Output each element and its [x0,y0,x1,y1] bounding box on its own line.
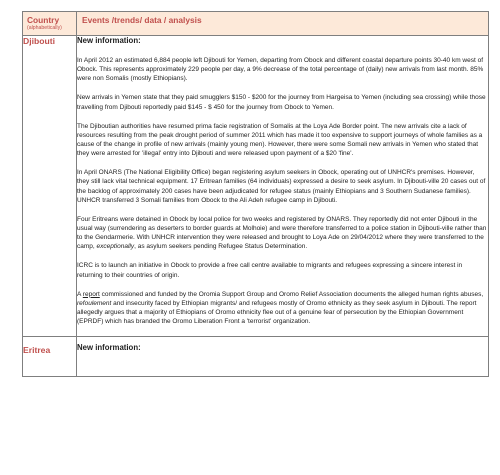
paragraph-report-text-b: commissioned and funded by the Oromia Support Group and Oromo Relief Association documents the alleged human rights abuses, [99,290,484,298]
country-header-subtitle: (alphabetically) [27,25,62,31]
country-header-title: Country [27,15,60,25]
country-header-cell [23,12,77,36]
events-header-title: Events /trends/ data / analysis [82,15,202,25]
table-row [23,36,489,337]
paragraph-onars: In April ONARS (The National Eligibility Office) began registering asylum seekers in Obock, operating out of UNHCR's premises. However, they still lack vital technical equipment. 17 Eritrean families (64 individuals) expressed a desire to seek asylum. In Djibouti-ville 20 cases out of the backlog of approximately 200 cases have been adjudicated for refugee status (mainly Ethiopians and 3 Southern Sudanese families). UNHCR transferred 3 Somali families from Obock to the Ali Adeh refugee camp in Djibouti. [77,169,486,204]
paragraph-registration: The Djiboutian authorities have resumed prima facie registration of Somalis at the Loya Ade Border point. The new arrivals cite a lack of resources resulting from the peak drought period of summer 2011 which has made it too expensive to support journeys of whole families as a cause of the change in profile of new arrivals (mainly young men). However, there were some Somali new arrivals in Yemen who stated that they were arrested for 'illegal' entry into Djibouti and were released upon payment of a $20 'fine'. [77,122,483,158]
paragraph-report-text-c: and insecurity faced by Ethiopian migrants/ and refugees mostly of Oromo ethnicity as they seek asylum in Djibouti. The report allegedly argues that a majority of Ethiopians of Oromo ethnicity flee out of a genuine fear of persecution by the Ethiopian Government (EPRDF) which has branded the Oromo Liberation Front a 'terrorist' organization. [77,299,477,326]
paragraph-report [77,290,488,327]
emphasis-refoulement: refoulement [77,299,112,307]
paragraph-report-text-a: A [77,290,83,298]
paragraph-smugglers: New arrivals in Yemen state that they paid smugglers $150 - $200 for the journey from Hargeisa to Yemen (including sea crossing) while those travelling from Djibouti reportedly paid $145 - $ 450 for the journey from Obock to Yemen. [77,94,486,111]
emphasis-exceptionally: exceptionally [96,243,135,251]
events-cell [77,36,489,337]
table-header-row [23,12,489,36]
events-header-cell [77,12,489,36]
report-link[interactable]: report [82,290,100,298]
paragraph-departures: In April 2012 an estimated 6,884 people left Djibouti for Yemen, departing from Obock and different coastal departure points 30-40 km west of Obock. This represents approximately 229 people per day, a 9% decrease of the total percentage of (daily) new arrivals from last month. 85% were non Somalis (mostly Ethiopians). [77,57,484,83]
country-cell: Eritrea [23,337,77,377]
paragraph-eritreans-detained [77,215,488,252]
new-information-heading: New information: [77,36,141,45]
events-cell [77,337,489,377]
paragraph-eritreans-text-b: , as asylum seekers pending Refugee Status Determination. [134,243,308,251]
country-cell: Djibouti [23,36,77,337]
paragraph-eritreans-text-a: Four Eritreans were detained in Obock by local police for two weeks and registered by ONARS. They reportedly did not enter Djibouti in the usual way (surrendering as deserters to border guards at Molhoie) and were therefore transferred to a police station in Djibouti-ville rather than to the Gendarmerie. With UNHCR intervention they were released and brought to Loya Ade on 29/04/2012 where they were transferred to the camp, [77,215,487,251]
new-information-heading: New information: [77,343,141,353]
country-events-table [22,11,489,377]
paragraph-icrc: ICRC is to launch an initiative in Obock to provide a free call centre available to migrants and refugees expressing a sincere interest in returning to their countries of origin. [77,262,463,279]
table-row [23,337,489,377]
